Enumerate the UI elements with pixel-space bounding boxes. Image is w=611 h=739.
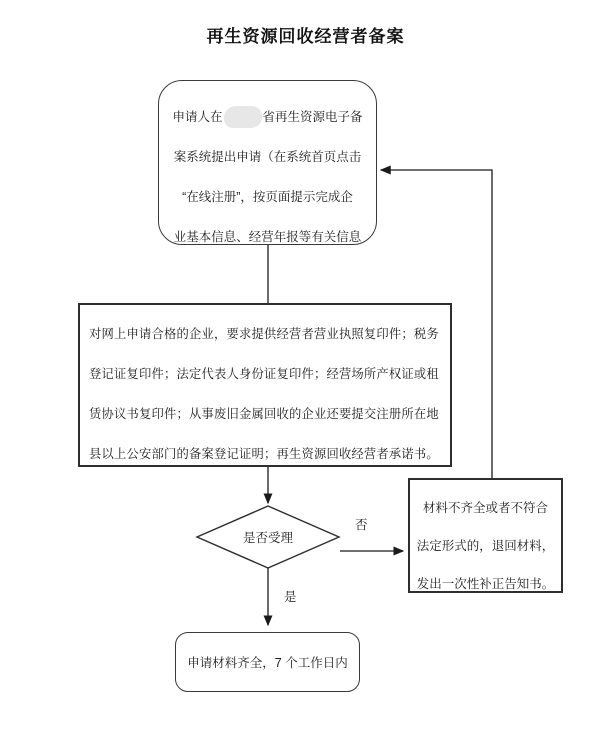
start-box-line2: 案系统提出申请（在系统首页点击 bbox=[173, 150, 362, 164]
start-box-line3: “在线注册”，按页面提示完成企 bbox=[182, 190, 353, 204]
requirements-line1: 对网上申请合格的企业，要求提供经营者营业执照复印件；税务 bbox=[89, 327, 439, 341]
requirements-line4: 县以上公安部门的备案登记证明；再生资源回收经营者承诺书。 bbox=[89, 447, 439, 461]
start-box-line4: 业基本信息、经营年报等有关信息 bbox=[173, 230, 362, 244]
yes-branch-label: 是 bbox=[282, 587, 299, 605]
requirements-line3: 赁协议书复印件；从事废旧金属回收的企业还要提交注册所在地 bbox=[89, 407, 439, 421]
start-box-line1-part1: 申请人在 bbox=[172, 110, 223, 124]
decision-diamond: 是否受理 bbox=[242, 531, 293, 545]
start-box-line1-part2: 省再生资源电子备 bbox=[262, 110, 363, 124]
accept-box-text: 申请材料齐全，7 个工作日内 bbox=[187, 656, 348, 670]
no-branch-label: 否 bbox=[353, 515, 370, 533]
accept-box bbox=[175, 632, 360, 692]
reject-box bbox=[408, 478, 563, 593]
start-box bbox=[158, 80, 377, 245]
reject-line2: 法定形式的，退回材料， bbox=[416, 539, 555, 553]
reject-line1: 材料不齐全或者不符合 bbox=[422, 501, 548, 515]
flowchart-title: 再生资源回收经营者备案 bbox=[206, 27, 405, 46]
requirements-line2: 登记证复印件；法定代表人身份证复印件；经营场所产权证或租 bbox=[89, 367, 439, 381]
redaction-blob bbox=[224, 106, 262, 128]
requirements-box bbox=[78, 303, 452, 467]
start-box-line1 bbox=[159, 97, 376, 137]
reject-line3: 发出一次性补正告知书。 bbox=[416, 577, 555, 591]
